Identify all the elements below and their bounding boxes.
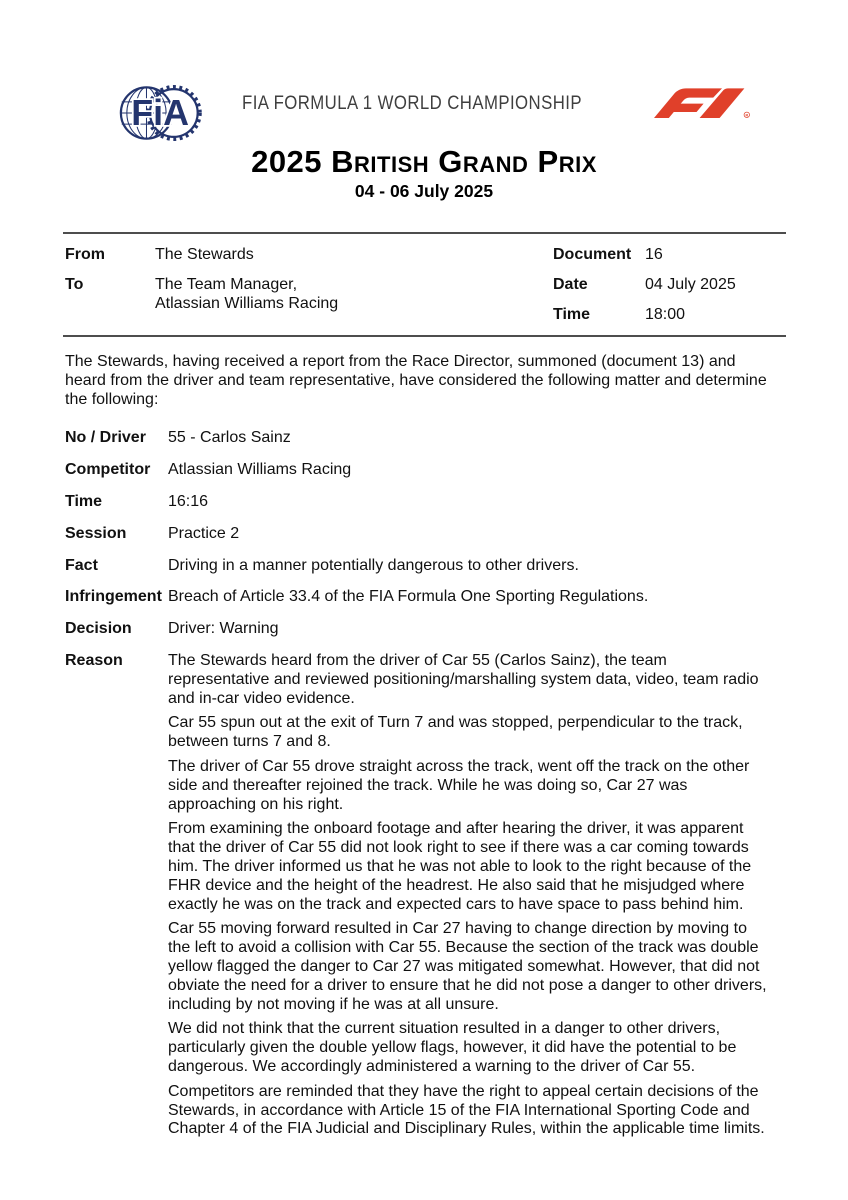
date-label: Date (553, 276, 588, 293)
reason-section (65, 652, 783, 1145)
field-row-fact (65, 557, 783, 576)
decision-content (65, 353, 783, 1145)
from-label: From (65, 246, 105, 263)
time-value: 18:00 (645, 306, 686, 323)
field-value: Breach of Article 33.4 of the FIA Formula One Sporting Regulations. (168, 588, 649, 606)
field-label: Fact (65, 556, 98, 574)
from-value: The Stewards (155, 246, 254, 263)
reason-paragraph: Competitors are reminded that they have the right to appeal certain decisions of the Stewards, in accordance with Article 15 of the FIA International Sporting Code and Chapter 4 of the FIA Judicial and Disciplinary Rules, within the applicable time limits. (168, 1082, 765, 1138)
reason-paragraph: From examining the onboard footage and after hearing the driver, it was apparent that the driver of Car 55 did not look right to see if there was a car coming towards him. The driver informed us that he was not able to look to the right because of the FHR device and the height of the headrest. He also said that he misjudged where exactly he was on the track and expected cars to have space to pass behind him. (168, 820, 752, 913)
field-value: Driving in a manner potentially dangerous to other drivers. (168, 556, 579, 574)
event-title: 2025 British Grand Prix (251, 144, 597, 179)
field-row-time (65, 493, 783, 512)
championship-title: FIA FORMULA 1 WORLD CHAMPIONSHIP (242, 92, 582, 114)
field-label: Competitor (65, 461, 151, 479)
field-label: No / Driver (65, 429, 146, 447)
reason-paragraph: Car 55 moving forward resulted in Car 27 having to change direction by moving to the left to avoid a collision with Car 55. Because the section of the track was double yellow flagged the danger to Car 27 was mitigated somewhat. However, that did not obviate the need for a driver to ensure that he did not pose a danger to other drivers, including by not moving if he was at all unsure. (168, 920, 767, 1013)
document-value: 16 (645, 246, 663, 263)
reason-paragraph: The Stewards heard from the driver of Car 55 (Carlos Sainz), the team representative and reviewed positioning/marshalling system data, video, team radio and in-car video evidence. (168, 651, 759, 707)
event-dates: 04 - 06 July 2025 (354, 181, 494, 201)
meta-left-column (65, 245, 338, 313)
field-row-session (65, 525, 783, 544)
reason-paragraphs (168, 652, 770, 1145)
field-row-competitor (65, 461, 783, 480)
field-value: 16:16 (168, 492, 209, 510)
to-label: To (65, 276, 84, 293)
svg-text:R: R (745, 113, 749, 118)
field-value: 55 - Carlos Sainz (168, 429, 291, 447)
to-value (155, 275, 338, 313)
field-row-infringement (65, 588, 783, 607)
registered-mark-icon (744, 112, 749, 117)
field-row-no-driver (65, 429, 783, 448)
f1-logo-icon (650, 86, 754, 118)
field-label: Infringement (65, 588, 162, 606)
to-value-line1: The Team Manager, (155, 276, 298, 293)
time-label: Time (553, 306, 591, 323)
meta-right-column (553, 245, 736, 324)
field-label: Session (65, 524, 127, 542)
field-label: Decision (65, 620, 132, 638)
reason-paragraph: The driver of Car 55 drove straight across the track, went off the track on the other side and thereafter rejoined the track. While he was doing so, Car 27 was approaching on his right. (168, 757, 750, 813)
meta-table (63, 232, 786, 337)
document-label: Document (553, 246, 632, 263)
reason-label: Reason (65, 651, 123, 669)
fia-logo-text: FiA (131, 92, 190, 133)
field-value: Atlassian Williams Racing (168, 461, 352, 479)
field-value: Driver: Warning (168, 620, 279, 638)
date-value: 04 July 2025 (645, 276, 736, 293)
field-label: Time (65, 492, 103, 510)
field-row-decision (65, 620, 783, 639)
intro-paragraph: The Stewards, having received a report from the Race Director, summoned (document 13) and heard from the driver and team representative, have considered the following matter and determine the following: (65, 353, 767, 408)
fia-logo-icon (112, 78, 210, 148)
reason-paragraph: Car 55 spun out at the exit of Turn 7 and was stopped, perpendicular to the track, between turns 7 and 8. (168, 714, 743, 751)
field-value: Practice 2 (168, 524, 240, 542)
title-block (0, 146, 848, 202)
reason-paragraph: We did not think that the current situation resulted in a danger to other drivers, particularly given the double yellow flags, however, it did have the potential to be dangerous. We accordingly administered a warning to the driver of Car 55. (168, 1020, 737, 1075)
to-value-line2: Atlassian Williams Racing (155, 295, 339, 312)
